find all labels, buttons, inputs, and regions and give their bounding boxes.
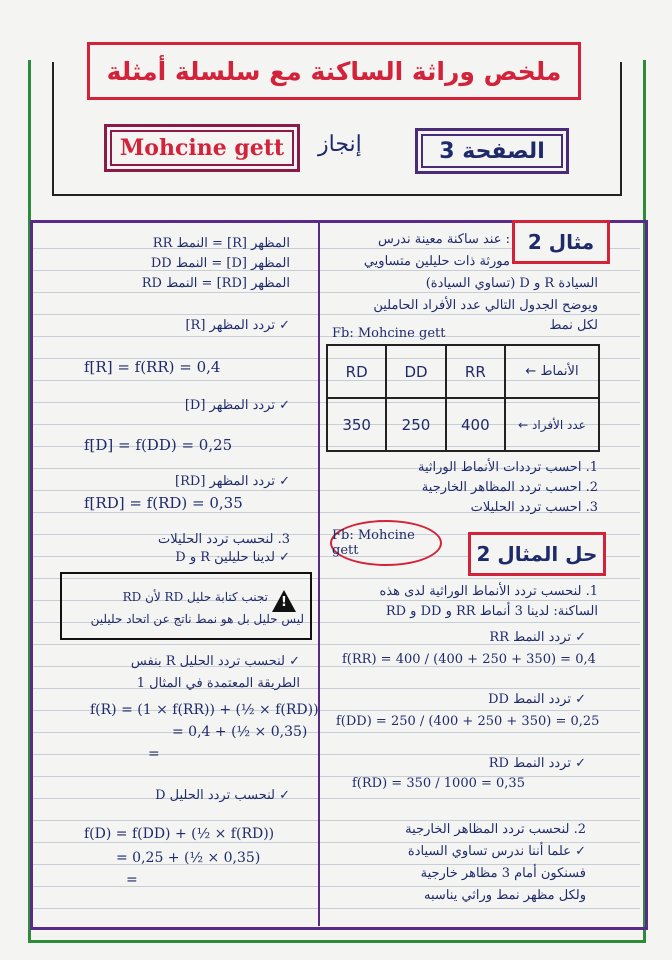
question-2: 2. احسب تردد المظاهر الخارجية xyxy=(421,480,598,495)
allele-r-eq-2: = 0,4 + (½ × 0,35) xyxy=(172,724,308,740)
freq-rd-label: ✓ تردد النمط RD xyxy=(488,756,586,771)
allele-r-eq-1: f(R) = (1 × f(RR)) + (½ × f(RD)) xyxy=(90,702,319,718)
alleles-intro-2: ✓ لدينا حليلين R و D xyxy=(175,550,290,565)
author-box xyxy=(104,124,300,172)
freq-r-label: ✓ تردد المظهر [R] xyxy=(185,318,290,333)
table-cell-count-rr: 400 xyxy=(446,398,505,451)
question-3: 3. احسب تردد الحليلات xyxy=(470,500,598,515)
table-row-label-counts: عدد الأفراد ← xyxy=(505,398,599,451)
phenotype-map-1: المظهر [R] = النمط RR xyxy=(152,236,290,251)
freq-dd-label: ✓ تردد النمط DD xyxy=(488,692,586,707)
title-box xyxy=(87,42,581,100)
allele-d-eq-2: = 0,25 + (½ × 0,35) xyxy=(116,850,261,866)
freq-r-eq: f[R] = f(RR) = 0,4 xyxy=(84,358,221,376)
allele-r-eq-3: = xyxy=(148,746,160,762)
phenotype-map-2: المظهر [D] = النمط DD xyxy=(150,256,290,271)
intro-line-5: لكل نمط xyxy=(549,318,598,333)
table-cell-count-dd: 250 xyxy=(386,398,445,451)
watermark: Fb: Mohcine gett xyxy=(332,326,446,341)
solution-label: حل المثال 2 xyxy=(476,542,598,566)
warning-line-1: تجنب كتابة حليل RD لأن RD xyxy=(122,590,268,604)
sol-intro-1: 1. لنحسب تردد الأنماط الوراثية لدى هذه xyxy=(379,584,598,599)
example-label-box xyxy=(512,220,610,264)
allele-r-intro-2: الطريقة المعتمدة في المثال 1 xyxy=(136,676,300,691)
table-cell-genotype-rd: RD xyxy=(327,345,386,398)
freq-rdp-label: ✓ تردد المظهر [RD] xyxy=(175,474,290,489)
freq-rr-eq: f(RR) = 400 / (400 + 250 + 350) = 0,4 xyxy=(342,652,596,667)
page-number-box xyxy=(415,128,569,174)
solution-label-box xyxy=(468,532,606,576)
solution-watermark-oval xyxy=(330,520,442,566)
sol-2-line-4: ولكل مظهر نمط وراثي يناسبه xyxy=(424,888,586,903)
table-cell-genotype-rr: RR xyxy=(446,345,505,398)
ijaz-label: إنجاز xyxy=(318,132,362,157)
warning-icon xyxy=(272,590,296,612)
column-divider xyxy=(318,222,320,926)
intro-line-1: : عند ساكنة معينة ندرس xyxy=(378,232,510,247)
allele-d-eq-3: = xyxy=(126,872,138,888)
freq-rr-label: ✓ تردد النمط RR xyxy=(489,630,586,645)
freq-dd-eq: f(DD) = 250 / (400 + 250 + 350) = 0,25 xyxy=(336,714,600,729)
genotype-table xyxy=(326,344,600,452)
sol-2-line-2: ✓ علما أننا ندرس تساوي السيادة xyxy=(407,844,586,859)
sol-2-line-3: فسنكون أمام 3 مظاهر خارجية xyxy=(420,866,586,881)
freq-rdp-eq: f[RD] = f(RD) = 0,35 xyxy=(84,494,243,512)
intro-line-2: مورثة ذات حليلين متساويي xyxy=(363,254,510,269)
freq-d-label: ✓ تردد المظهر [D] xyxy=(184,398,290,413)
freq-rd-eq: f(RD) = 350 / 1000 = 0,35 xyxy=(352,776,525,791)
phenotype-map-3: المظهر [RD] = النمط RD xyxy=(141,276,290,291)
author-name: Mohcine gett xyxy=(119,135,285,161)
alleles-intro-1: 3. لنحسب تردد الحليلات xyxy=(157,532,290,547)
sol-intro-2: الساكنة: لدينا 3 أنماط RR و DD و RD xyxy=(385,604,598,619)
solution-watermark: Fb: Mohcine gett xyxy=(332,528,415,558)
question-1: 1. احسب ترددات الأنماط الوراثية xyxy=(417,460,598,475)
sol-2-line-1: 2. لنحسب تردد المظاهر الخارجية xyxy=(405,822,586,837)
example-label: مثال 2 xyxy=(527,230,595,254)
table-row-label-genotypes: الأنماط ← xyxy=(505,345,599,398)
allele-r-intro-1: ✓ لنحسب تردد الحليل R بنفس xyxy=(130,654,300,669)
intro-line-4: ويوضح الجدول التالي عدد الأفراد الحاملين xyxy=(373,298,598,313)
warning-line-2: ليس حليل بل هو نمط ناتج عن اتحاد حليلين xyxy=(90,612,304,626)
intro-line-3: السيادة R و D (تساوي السيادة) xyxy=(425,276,598,291)
table-cell-count-rd: 350 xyxy=(327,398,386,451)
page-title: ملخص وراثة الساكنة مع سلسلة أمثلة xyxy=(106,56,562,86)
allele-d-eq-1: f(D) = f(DD) + (½ × f(RD)) xyxy=(84,826,275,842)
page-number: الصفحة 3 xyxy=(439,138,545,164)
freq-d-eq: f[D] = f(DD) = 0,25 xyxy=(84,436,233,454)
allele-d-intro: ✓ لنحسب تردد الحليل D xyxy=(155,788,290,803)
table-cell-genotype-dd: DD xyxy=(386,345,445,398)
